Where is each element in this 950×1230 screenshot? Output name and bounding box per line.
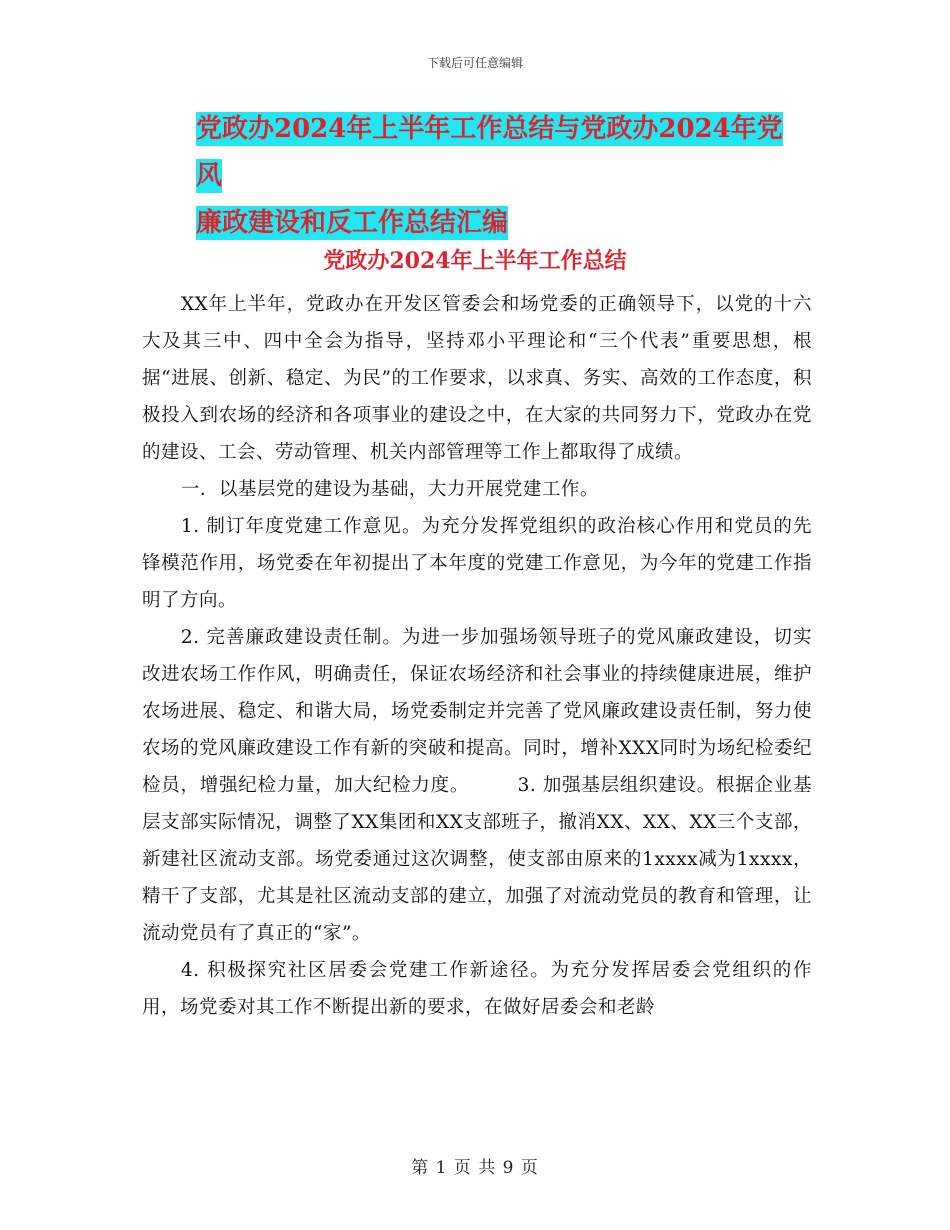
page-header-note: 下载后可任意编辑 xyxy=(426,56,523,70)
paragraph: 一．以基层党的建设为基础，大力开展党建工作。 xyxy=(180,479,599,500)
document-body xyxy=(142,286,812,1026)
document-title xyxy=(196,106,808,247)
page-number: 第 1 页 共 9 页 xyxy=(411,1158,539,1178)
paragraph: 1. 制订年度党建工作意见。为充分发挥党组织的政治核心作用和党员的先锋模范作用，场党委在年初提出了本年度的党建工作意见，为今年的党建工作指明了方向。 xyxy=(142,516,812,611)
paragraph: 2. 完善廉政建设责任制。为进一步加强场领导班子的党风廉政建设，切实改进农场工作作风，明确责任，保证农场经济和社会事业的持续健康进展，维护农场进展、稳定、和谐大局，场党委制定并完善了党风廉政建设责任制，努力使农场的党风廉政建设工作有新的突破和提高。同时，增补XXX同时为场纪检委纪检员，增强纪检力量，加大纪检力度。 3. 加强基层组织建设。根据企业基层支部实际情况，调整了XX集团和XX支部班子，撤消XX、XX、XX三个支部，新建社区流动支部。场党委通过这次调整，使支部由原来的1xxxx减为1xxxx，精干了支部，尤其是社区流动支部的建立，加强了对流动党员的教育和管理，让流动党员有了真正的“家”。 xyxy=(142,627,812,944)
paragraph: 4. 积极探究社区居委会党建工作新途径。为充分发挥居委会党组织的作用，场党委对其工作不断提出新的要求，在做好居委会和老龄 xyxy=(142,960,812,1018)
section-title: 党政办2024年上半年工作总结 xyxy=(323,248,627,274)
paragraph: XX年上半年，党政办在开发区管委会和场党委的正确领导下，以党的十六大及其三中、四中全会为指导，坚持邓小平理论和“三个代表”重要思想，根据“进展、创新、稳定、为民”的工作要求，以求真、务实、高效的工作态度，积极投入到农场的经济和各项事业的建设之中，在大家的共同努力下，党政办在党的建设、工会、劳动管理、机关内部管理等工作上都取得了成绩。 xyxy=(142,294,812,463)
document-title-line-2: 廉政建设和反工作总结汇编 xyxy=(196,208,509,238)
document-title-line-1: 党政办2024年上半年工作总结与党政办2024年党风 xyxy=(196,114,783,191)
